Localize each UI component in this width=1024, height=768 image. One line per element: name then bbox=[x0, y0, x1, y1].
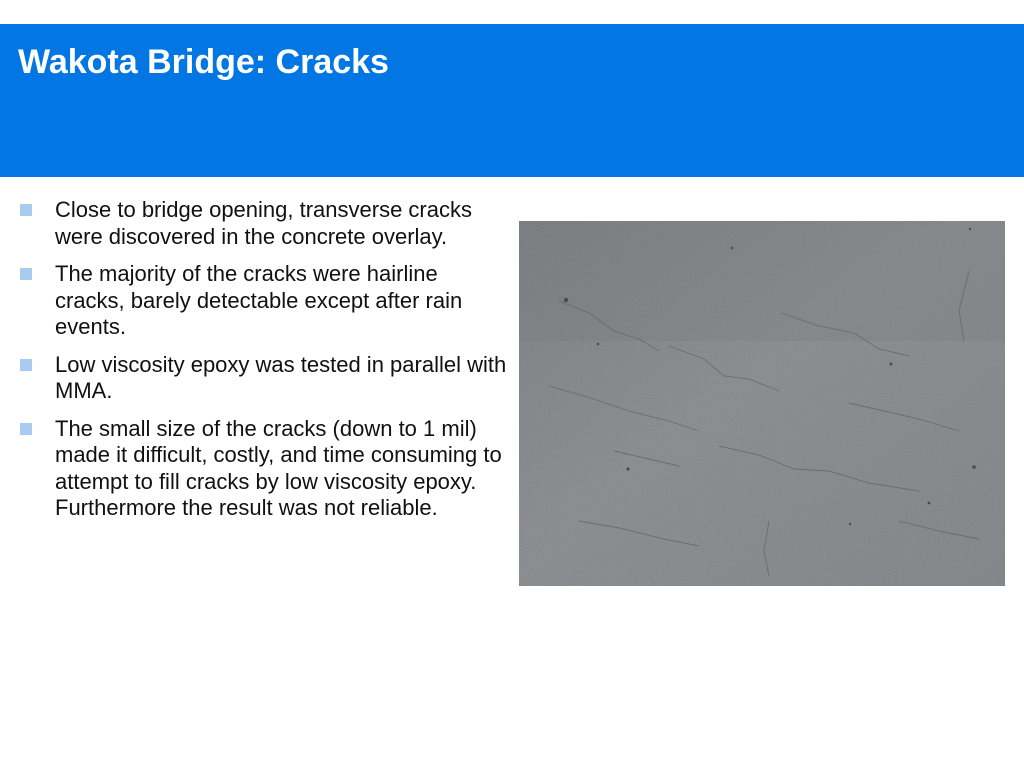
square-bullet-icon bbox=[20, 268, 32, 280]
concrete-crack-photo bbox=[519, 221, 1005, 586]
square-bullet-icon bbox=[20, 359, 32, 371]
bullet-text: The small size of the cracks (down to 1 mil) made it difficult, costly, and time consuming to attempt to fill cracks by low viscosity epoxy. Furthermore the result was not reliable. bbox=[55, 415, 502, 520]
slide-title: Wakota Bridge: Cracks bbox=[18, 43, 389, 81]
bullet-item bbox=[16, 352, 508, 405]
square-bullet-icon bbox=[20, 204, 32, 216]
bullet-item bbox=[16, 261, 508, 341]
bullet-list bbox=[16, 197, 508, 533]
bullet-text: The majority of the cracks were hairline cracks, barely detectable except after rain events. bbox=[55, 261, 463, 339]
square-bullet-icon bbox=[20, 423, 32, 435]
bullet-text: Close to bridge opening, transverse cracks were discovered in the concrete overlay. bbox=[55, 197, 472, 249]
bullet-item bbox=[16, 197, 508, 250]
bullet-text: Low viscosity epoxy was tested in parallel with MMA. bbox=[55, 351, 507, 403]
bullet-item bbox=[16, 416, 508, 522]
